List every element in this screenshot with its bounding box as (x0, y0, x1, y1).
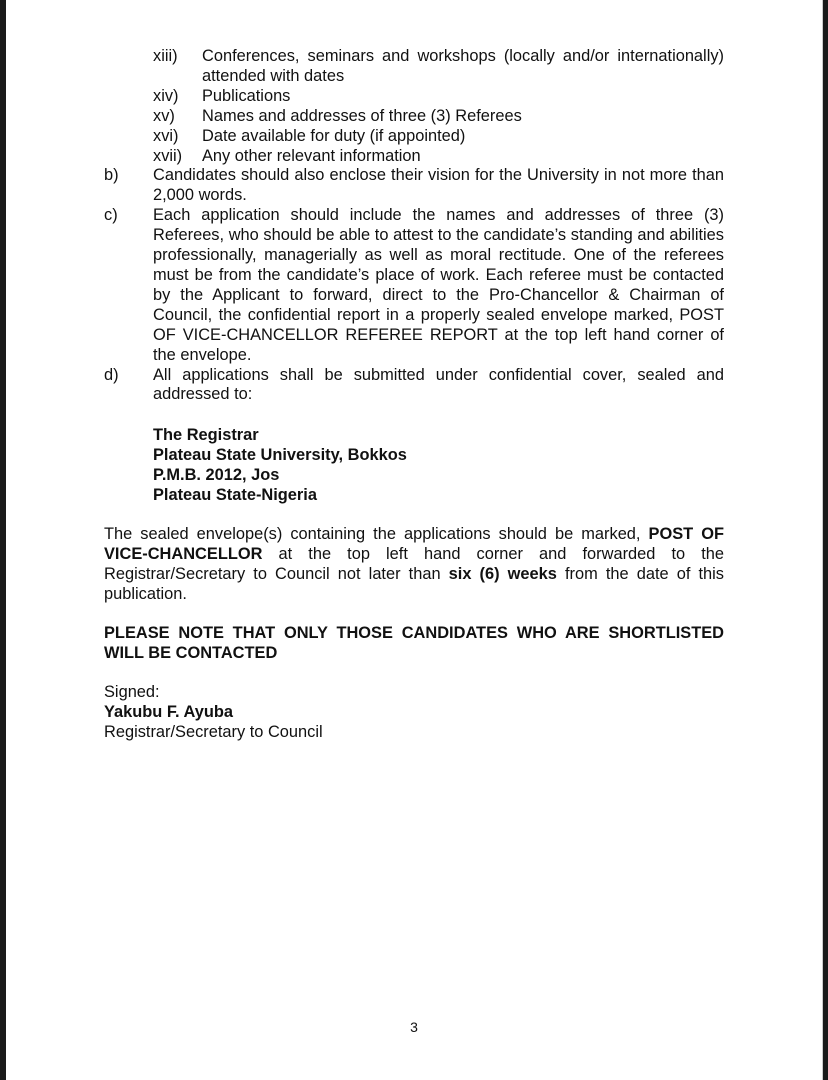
envelope-marking: POST OF VICE-CHANCELLOR (104, 525, 724, 564)
clause-label: c) (104, 206, 118, 225)
submission-paragraph (104, 525, 724, 605)
clause-text: Candidates should also enclose their vision for the University in not more than 2,000 words. (153, 166, 724, 205)
list-item-label: xv) (153, 106, 175, 125)
list-item-text: Publications (202, 86, 291, 105)
address-line: P.M.B. 2012, Jos (153, 466, 280, 485)
list-item-text: Any other relevant information (202, 146, 421, 165)
address-line: The Registrar (153, 426, 259, 445)
requirements-sublist (104, 47, 724, 166)
signed-label: Signed: (104, 682, 160, 701)
list-item-label: xiv) (153, 86, 179, 105)
clause-text: Each application should include the names and addresses of three (3) Referees, who should be able to attest to the candidate’s standing and abilities professionally, managerially as well as moral rectitude. One of the referees must be from the candidate’s place of work. Each referee must be contacted by the Applicant to forward, direct to the Pro-Chancellor & Chairman of Council, the confidential report in a properly sealed envelope marked, POST OF VICE-CHANCELLOR REFEREE REPORT at the top left hand corner of the envelope. (153, 206, 724, 364)
clause-d (104, 366, 724, 406)
submission-text: The sealed envelope(s) containing the applications should be marked, (104, 525, 649, 544)
signatory-title: Registrar/Secretary to Council (104, 722, 323, 741)
address-line: Plateau State-Nigeria (153, 486, 317, 505)
deadline: six (6) weeks (448, 565, 557, 584)
list-item-label: xvi) (153, 126, 179, 145)
page-content (104, 47, 724, 742)
list-item-text: Date available for duty (if appointed) (202, 126, 466, 145)
submission-text: at the top left hand corner and forwarded to the Registrar/Secretary to Council not later than (104, 545, 724, 584)
list-item-label: xiii) (153, 47, 178, 65)
signature-block (104, 683, 724, 743)
address-line: Plateau State University, Bokkos (153, 446, 407, 465)
document-page (6, 0, 823, 1080)
signatory-name: Yakubu F. Ayuba (104, 702, 234, 721)
list-item (104, 47, 724, 87)
page-number: 3 (410, 1019, 418, 1035)
shortlist-note: PLEASE NOTE THAT ONLY THOSE CANDIDATES WHO ARE SHORTLISTED WILL BE CONTACTED (104, 623, 724, 662)
clause-text: All applications shall be submitted under confidential cover, sealed and addressed to: (153, 365, 724, 404)
clause-b (104, 166, 724, 206)
list-item (104, 107, 724, 127)
clause-label: d) (104, 365, 119, 384)
clause-label: b) (104, 166, 119, 185)
list-item (104, 127, 724, 147)
mailing-address (104, 425, 724, 505)
clauses-list (104, 166, 724, 405)
clause-c (104, 206, 724, 365)
list-item-text: Names and addresses of three (3) Referees (202, 106, 522, 125)
submission-text: from the date of this publication. (104, 565, 724, 604)
list-item-text: Conferences, seminars and workshops (locally and/or internationally) attended with dates (202, 47, 724, 85)
list-item-label: xvii) (153, 146, 183, 165)
list-item (104, 147, 724, 167)
list-item (104, 87, 724, 107)
